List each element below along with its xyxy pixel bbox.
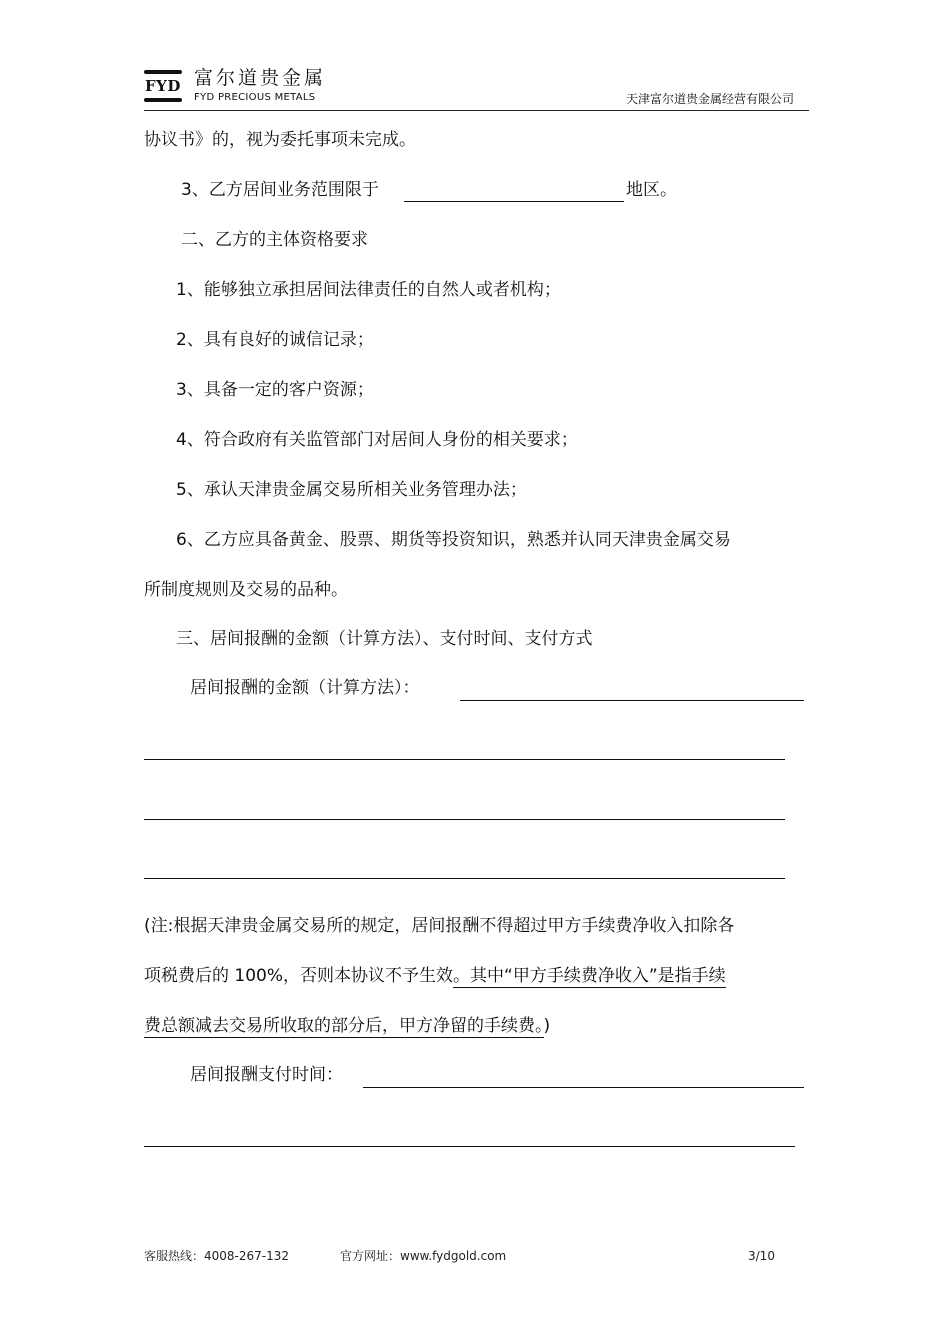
amount-blank-line-4[interactable] (144, 878, 785, 879)
amount-blank-line-2[interactable] (144, 759, 785, 760)
note-line-3-close: ) (543, 1016, 551, 1036)
footer-website[interactable]: 官方网址：www.fydgold.com (340, 1249, 507, 1263)
header-divider (144, 110, 809, 111)
header-company-name: 天津富尔道贵金属经营有限公司 (625, 92, 794, 106)
footer-hotline: 客服热线：4008-267-132 (144, 1249, 290, 1263)
logo-abbr: FYD (145, 77, 181, 95)
requirement-4: 4、符合政府有关监管部门对居间人身份的相关要求； (176, 430, 578, 450)
payment-time-blank-line-2[interactable] (144, 1146, 795, 1147)
requirement-6-continuation: 所制度规则及交易的品种。 (144, 580, 348, 600)
section-2-title: 二、乙方的主体资格要求 (181, 230, 368, 250)
paragraph-continuation: 协议书》的，视为委托事项未完成。 (144, 130, 416, 150)
logo-chinese-name: 富尔道贵金属 (194, 67, 327, 89)
note-line-3 (144, 1014, 550, 1038)
note-line-2-underlined: 。其中“甲方手续费净收入”是指手续 (453, 966, 726, 986)
payment-time-label: 居间报酬支付时间： (190, 1065, 343, 1085)
logo-english-name: FYD PRECIOUS METALS (194, 92, 316, 103)
fyd-logo (144, 68, 182, 104)
footer-page-number: 3/10 (748, 1249, 775, 1263)
amount-blank-line-3[interactable] (144, 819, 785, 820)
requirement-3: 3、具备一定的客户资源； (176, 380, 374, 400)
amount-blank[interactable] (460, 700, 804, 701)
note-line-2 (144, 964, 726, 988)
logo-bar-top (144, 70, 182, 74)
note-line-3-underlined: 费总额减去交易所收取的部分后，甲方净留的手续费。 (144, 1016, 544, 1036)
requirement-1: 1、能够独立承担居间法律责任的自然人或者机构； (176, 280, 561, 300)
business-scope-suffix: 地区。 (626, 180, 677, 200)
requirement-2: 2、具有良好的诚信记录； (176, 330, 374, 350)
business-scope-prefix: 3、乙方居间业务范围限于 (181, 180, 379, 200)
business-scope-blank[interactable] (404, 201, 624, 202)
requirement-6: 6、乙方应具备黄金、股票、期货等投资知识，熟悉并认同天津贵金属交易 (176, 530, 731, 550)
logo-bar-bottom (144, 98, 182, 102)
note-line-2-text: 项税费后的 100%，否则本协议不予生效 (144, 966, 454, 986)
payment-time-blank[interactable] (363, 1087, 804, 1088)
amount-label: 居间报酬的金额（计算方法）： (190, 678, 420, 698)
requirement-5: 5、承认天津贵金属交易所相关业务管理办法； (176, 480, 527, 500)
note-line-1: (注:根据天津贵金属交易所的规定，居间报酬不得超过甲方手续费净收入扣除各 (144, 916, 735, 936)
section-3-title: 三、居间报酬的金额（计算方法）、支付时间、支付方式 (176, 629, 593, 649)
